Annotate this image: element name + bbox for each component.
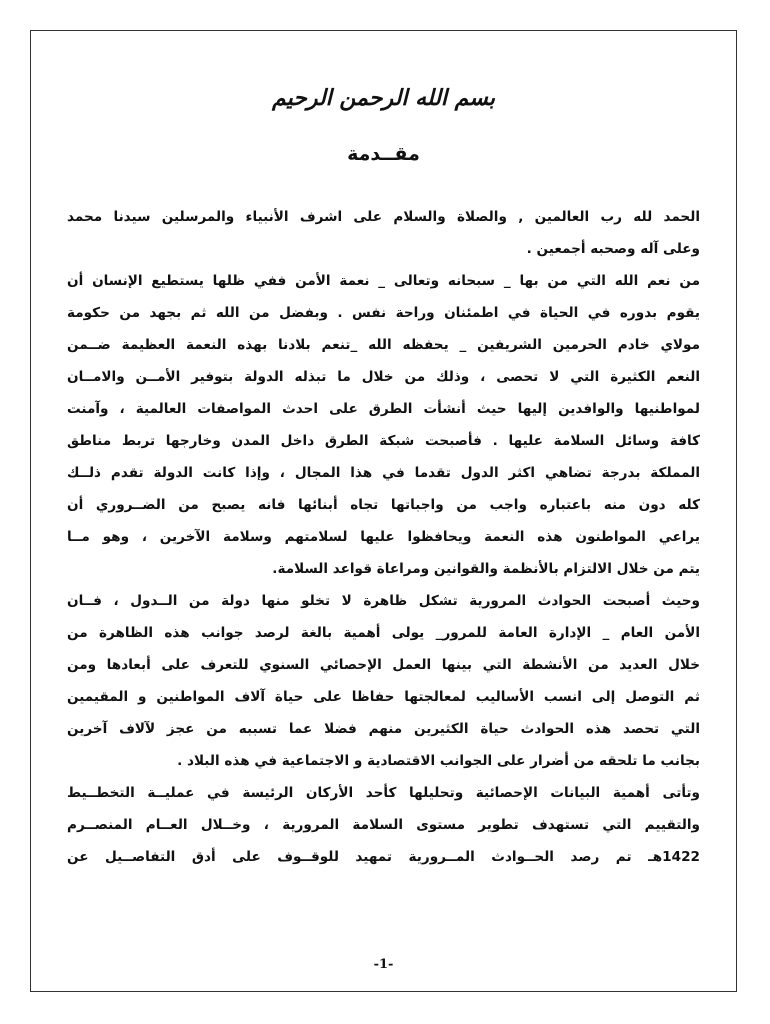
body-text bbox=[67, 201, 700, 873]
text-line: المملكة بدرجة تضاهي اكثر الدول تقدما في هذا المجال ، وإذا كانت الدولة تقدم ذلــك bbox=[67, 465, 700, 481]
text-line: التي تحصد هذه الحوادث حياة الكثيرين منهم فضلا عما تسببه من عجز لآلاف آخرين bbox=[67, 721, 700, 737]
text-line: والتقييم التي تستهدف تطوير مستوى السلامة المرورية ، وخــلال العــام المنصــرم bbox=[67, 817, 700, 833]
text-line: مولاي خادم الحرمين الشريفين _ يحفظه الله _تنعم بلادنا بهذه النعمة العظيمة ضــمن bbox=[67, 337, 700, 353]
text-line: يقوم بدوره في الحياة في اطمئنان وراحة نفس . وبفضل من الله ثم بجهد من حكومة bbox=[67, 305, 700, 321]
text-line: يتم من خلال الالتزام بالأنظمة والقوانين ومراعاة قواعد السلامة. bbox=[272, 561, 700, 577]
text-line: من نعم الله التي من بها _ سبحانه وتعالى _ نعمة الأمن ففي ظلها يستطيع الإنسان أن bbox=[67, 273, 700, 289]
page-title: مقــدمة bbox=[347, 143, 420, 165]
text-line: الأمن العام _ الإدارة العامة للمرور_ يولى أهمية بالغة لرصد جوانب هذه الظاهرة من bbox=[67, 625, 700, 641]
page-number: -1- bbox=[373, 957, 394, 972]
text-line: لمواطنيها والوافدين إليها حيث أنشأت الطرق على احدث المواصفات العالمية ، وآمنت bbox=[67, 401, 700, 417]
text-line: يراعي المواطنون هذه النعمة ويحافظوا عليها لسلامتهم وسلامة الآخرين ، وهو مــا bbox=[67, 529, 700, 545]
basmala-heading: بسم الله الرحمن الرحيم bbox=[271, 85, 496, 111]
text-line: وعلى آله وصحبه أجمعين . bbox=[526, 241, 700, 257]
text-line: وحيث أصبحت الحوادث المرورية تشكل ظاهرة لا تخلو منها دولة من الــدول ، فــان bbox=[67, 593, 700, 609]
text-line: كافة وسائل السلامة عليها . فأصبحت شبكة الطرق داخل المدن وخارجها تربط مناطق bbox=[67, 433, 700, 449]
text-line: الحمد لله رب العالمين , والصلاة والسلام على اشرف الأنبياء والمرسلين سيدنا محمد bbox=[67, 209, 700, 225]
text-line: وتأتى أهمية البيانات الإحصائية وتحليلها كأحد الأركان الرئيسة في عمليــة التخطــيط bbox=[67, 785, 700, 801]
text-line: بجانب ما تلحقه من أضرار على الجوانب الاقتصادية و الاجتماعية في هذه البلاد . bbox=[177, 753, 700, 769]
text-line: خلال العديد من الأنشطة التي بينها العمل الإحصائي السنوي للتعرف على أبعادها ومن bbox=[67, 657, 700, 673]
document-page bbox=[30, 30, 737, 992]
text-line: النعم الكثيرة التي لا تحصى ، وذلك من خلال ما تبذله الدولة بتوفير الأمــن والامــان bbox=[67, 369, 700, 385]
text-line: 1422هـ تم رصد الحــوادث المــرورية تمهيد للوقــوف على أدق التفاصــيل عن bbox=[67, 849, 700, 865]
text-line: ثم التوصل إلى انسب الأساليب لمعالجتها حفاظا على حياة آلاف المواطنين و المقيمين bbox=[67, 689, 700, 705]
text-line: كله دون منه باعتباره واجب من واجباتها تجاه أبنائها فانه يصبح من الضــروري أن bbox=[67, 497, 700, 513]
